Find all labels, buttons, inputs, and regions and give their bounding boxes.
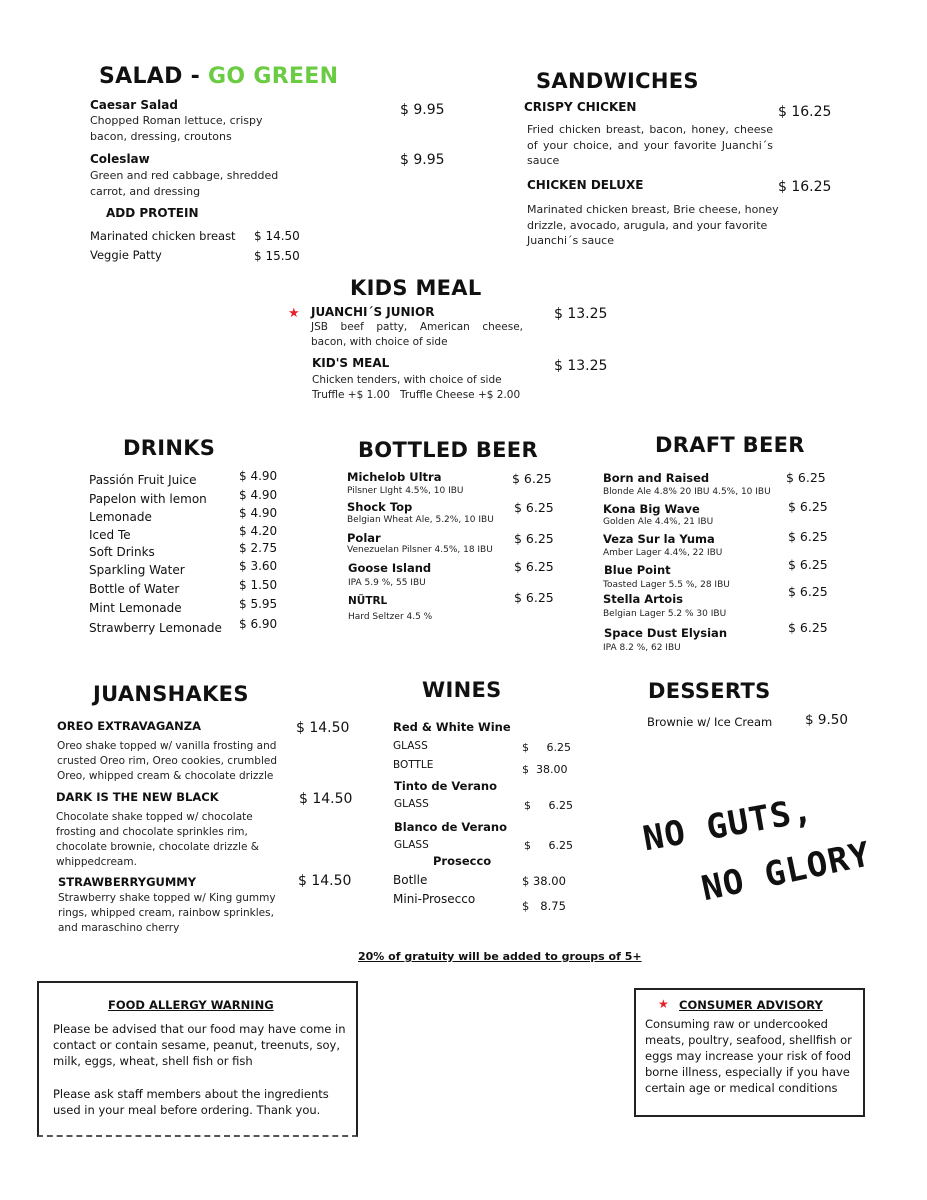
- wine-label: GLASS: [393, 740, 428, 752]
- beer-name: Polar: [347, 531, 381, 545]
- beer-desc: Belgian Wheat Ale, 5.2%, 10 IBU: [347, 515, 494, 525]
- kids-meal-heading: KIDS MEAL: [350, 276, 482, 300]
- protein-price: $ 15.50: [254, 249, 300, 263]
- menu-item-desc: Green and red cabbage, shredded carrot, and dressing: [90, 169, 279, 198]
- drink-name: Mint Lemonade: [89, 601, 182, 616]
- beer-desc: Belgian Lager 5.2 % 30 IBU: [603, 609, 727, 619]
- beer-name: Space Dust Elysian: [604, 626, 728, 640]
- shake-desc: Strawberry shake topped w/ King gummy rings, whipped cream, rainbow sprinkles, and maraschino cherry: [58, 892, 276, 934]
- menu-item-desc: Marinated chicken breast, Brie cheese, honey drizzle, avocado, arugula, and your favorite Juanchi´s sauce: [527, 203, 779, 247]
- menu-item-desc: Chicken tenders, with choice of side: [312, 374, 502, 386]
- menu-item-extras: Truffle +$ 1.00 Truffle Cheese +$ 2.00: [312, 389, 521, 401]
- beer-desc: Golden Ale 4.4%, 21 IBU: [603, 517, 714, 527]
- beer-name: Michelob Ultra: [347, 470, 442, 484]
- shake-desc: Oreo shake topped w/ vanilla frosting and crusted Oreo rim, Oreo cookies, crumbled Oreo, whipped cream & chocolate drizzle: [57, 740, 277, 782]
- wine-label: Mini-Prosecco: [393, 892, 476, 906]
- star-icon: ★: [658, 997, 669, 1011]
- wine-price: $ 6.25: [522, 741, 571, 754]
- menu-item-price: $ 16.25: [778, 104, 832, 120]
- drink-price: $ 4.90: [239, 506, 278, 521]
- beer-name: Veza Sur la Yuma: [603, 532, 715, 546]
- wines-heading: WINES: [422, 678, 502, 702]
- drink-name: Bottle of Water: [89, 582, 180, 597]
- protein-name: Marinated chicken breast: [90, 229, 236, 243]
- menu-item-price: $ 9.95: [400, 102, 445, 118]
- allergy-text-2: Please ask staff members about the ingredients used in your meal before ordering. Thank you.: [53, 1087, 329, 1117]
- beer-desc: Toasted Lager 5.5 %, 28 IBU: [603, 580, 730, 590]
- sandwiches-heading: SANDWICHES: [536, 69, 699, 93]
- salad-heading: [99, 64, 338, 89]
- beer-desc: Venezuelan Pilsner 4.5%, 18 IBU: [347, 545, 493, 555]
- protein-name: Veggie Patty: [90, 248, 162, 262]
- juanshakes-heading: JUANSHAKES: [93, 682, 249, 706]
- beer-price: $ 6.25: [788, 557, 828, 572]
- wine-price: $ 6.25: [524, 799, 573, 812]
- drink-price: $ 3.60: [239, 559, 278, 574]
- drink-row: [89, 488, 289, 507]
- beer-price: $ 6.25: [514, 559, 554, 574]
- salad-heading-prefix: SALAD -: [99, 64, 209, 89]
- wine-label: BOTTLE: [393, 759, 434, 771]
- wine-group-name: Blanco de Verano: [394, 820, 508, 834]
- shake-desc: Chocolate shake topped w/ chocolate frosting and chocolate sprinkles rim, chocolate brownie, chocolate drizzle & whippedcream.: [56, 811, 259, 868]
- beer-desc: Blonde Ale 4.8% 20 IBU 4.5%, 10 IBU: [603, 487, 771, 497]
- wine-label: Botlle: [393, 873, 428, 887]
- beer-price: $ 6.25: [512, 471, 552, 486]
- menu-item-name: CRISPY CHICKEN: [524, 100, 637, 114]
- drink-price: $ 6.90: [239, 617, 278, 632]
- beer-price: $ 6.25: [514, 531, 554, 546]
- menu-item-desc: JSB beef patty, American cheese, bacon, with choice of side: [311, 321, 523, 348]
- beer-name: Stella Artois: [603, 592, 683, 606]
- drinks-list: [89, 469, 289, 636]
- wine-label: GLASS: [394, 839, 429, 851]
- drink-name: Lemonade: [89, 510, 152, 525]
- beer-price: $ 6.25: [788, 584, 828, 599]
- drink-name: Sparkling Water: [89, 563, 185, 578]
- drink-row: [89, 597, 289, 617]
- wine-price: $ 8.75: [522, 899, 566, 913]
- dessert-name: Brownie w/ Ice Cream: [647, 715, 773, 729]
- shake-price: $ 14.50: [298, 873, 352, 889]
- slogan-line-1: NO GUTS,: [640, 790, 817, 860]
- wine-group-name: Tinto de Verano: [394, 779, 498, 793]
- drink-price: $ 5.95: [239, 597, 278, 612]
- shake-name: OREO EXTRAVAGANZA: [57, 719, 202, 733]
- beer-price: $ 6.25: [788, 529, 828, 544]
- desserts-heading: DESSERTS: [648, 679, 771, 703]
- beer-name: Kona Big Wave: [603, 502, 700, 516]
- drink-price: $ 2.75: [239, 541, 278, 556]
- menu-item-desc: Fried chicken breast, bacon, honey, cheese of your choice, and your favorite Juanchi´s sauce: [527, 123, 773, 167]
- allergy-text-1: Please be advised that our food may have come in contact or contain sesame, peanut, treenuts, soy, milk, eggs, wheat, shell fish or fish: [53, 1022, 346, 1068]
- menu-item-name: Coleslaw: [90, 152, 150, 166]
- drink-price: $ 4.90: [239, 487, 278, 502]
- drink-row: [89, 541, 289, 559]
- drink-row: [89, 506, 289, 524]
- drink-name: Iced Te: [89, 527, 131, 542]
- gratuity-note: 20% of gratuity will be added to groups of 5+: [358, 950, 642, 963]
- dessert-price: $ 9.50: [805, 712, 848, 728]
- drink-row: [89, 559, 289, 578]
- beer-desc: Amber Lager 4.4%, 22 IBU: [603, 548, 723, 558]
- shake-name: DARK IS THE NEW BLACK: [56, 790, 219, 804]
- slogan-line-2: NO GLORY: [698, 834, 875, 910]
- drink-name: Passión Fruit Juice: [89, 473, 197, 487]
- drink-price: $ 1.50: [239, 578, 278, 593]
- draft-beer-heading: DRAFT BEER: [655, 433, 805, 457]
- wine-group-name: Prosecco: [433, 854, 492, 868]
- beer-name: Blue Point: [604, 563, 671, 577]
- consumer-advisory-box: [634, 988, 865, 1117]
- menu-item-name: JUANCHI´S JUNIOR: [311, 305, 435, 319]
- advisory-text: Consuming raw or undercooked meats, poultry, seafood, shellfish or eggs may increase your risk of food borne illness, especially if you have certain age or medical conditions: [645, 1017, 852, 1095]
- shake-price: $ 14.50: [296, 720, 350, 736]
- beer-name: NÜTRL: [348, 595, 388, 607]
- menu-item-name: Caesar Salad: [90, 98, 178, 112]
- beer-price: $ 6.25: [514, 500, 554, 515]
- protein-price: $ 14.50: [254, 229, 300, 243]
- food-allergy-warning-box: [37, 981, 358, 1137]
- beer-desc: IPA 5.9 %, 55 IBU: [348, 578, 426, 588]
- beer-price: $ 6.25: [788, 499, 828, 514]
- beer-name: Shock Top: [347, 500, 413, 514]
- drink-name: Papelon with lemon: [89, 491, 207, 506]
- drink-row: [89, 578, 289, 597]
- drinks-heading: DRINKS: [123, 436, 216, 460]
- advisory-title: CONSUMER ADVISORY: [679, 998, 823, 1012]
- wine-price: $ 38.00: [522, 763, 568, 776]
- beer-name: Born and Raised: [603, 471, 710, 485]
- bottled-beer-heading: BOTTLED BEER: [358, 438, 538, 462]
- drink-row: [89, 617, 289, 636]
- drink-row: [89, 524, 289, 542]
- menu-item-name: KID'S MEAL: [312, 356, 390, 370]
- beer-price: $ 6.25: [514, 590, 554, 605]
- drink-price: $ 4.90: [239, 469, 278, 483]
- wine-price: $ 6.25: [524, 839, 573, 852]
- menu-item-name: CHICKEN DELUXE: [527, 178, 644, 192]
- beer-desc: IPA 8.2 %, 62 IBU: [603, 643, 681, 653]
- wine-group-name: Red & White Wine: [393, 720, 511, 734]
- beer-desc: Hard Seltzer 4.5 %: [348, 612, 433, 622]
- menu-item-desc: Chopped Roman lettuce, crispy bacon, dressing, croutons: [90, 114, 263, 143]
- drink-name: Strawberry Lemonade: [89, 621, 222, 636]
- drink-row: [89, 469, 289, 488]
- menu-item-price: $ 13.25: [554, 306, 608, 322]
- add-protein-heading: ADD PROTEIN: [106, 206, 199, 220]
- beer-price: $ 6.25: [788, 620, 828, 635]
- drink-name: Soft Drinks: [89, 545, 155, 560]
- salad-heading-accent: GO GREEN: [208, 64, 339, 89]
- beer-name: Goose Island: [348, 561, 432, 575]
- beer-price: $ 6.25: [786, 470, 826, 485]
- allergy-title: FOOD ALLERGY WARNING: [108, 998, 274, 1012]
- star-icon: ★: [288, 306, 300, 321]
- menu-item-price: $ 16.25: [778, 179, 832, 195]
- menu-item-price: $ 13.25: [554, 358, 608, 374]
- beer-desc: Pilsner LIght 4.5%, 10 IBU: [347, 486, 464, 496]
- shake-name: STRAWBERRYGUMMY: [58, 875, 197, 889]
- wine-label: GLASS: [394, 798, 429, 810]
- menu-item-price: $ 9.95: [400, 152, 445, 168]
- shake-price: $ 14.50: [299, 791, 353, 807]
- wine-price: $ 38.00: [522, 874, 566, 888]
- drink-price: $ 4.20: [239, 523, 278, 538]
